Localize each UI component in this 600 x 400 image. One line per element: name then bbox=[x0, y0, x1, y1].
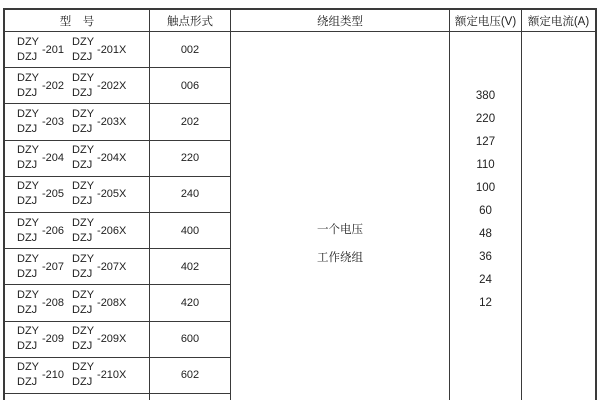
model-prefix-bottom: DZJ bbox=[17, 303, 38, 316]
model-prefix-stack bbox=[72, 71, 94, 101]
model-prefix-stack bbox=[17, 35, 39, 65]
table-body bbox=[5, 32, 595, 400]
contact-form-cell: 002 bbox=[150, 32, 230, 68]
winding-type-line: 一个电压 bbox=[317, 224, 363, 236]
model-prefix-top: DZY bbox=[72, 144, 95, 157]
model-prefix-top: DZY bbox=[72, 35, 95, 48]
model-prefix-bottom: DZJ bbox=[17, 122, 38, 135]
model-prefix-stack bbox=[17, 107, 39, 137]
contact-form-cell: 602 bbox=[150, 358, 230, 394]
table-header-row bbox=[5, 10, 595, 32]
partial-row bbox=[5, 394, 149, 400]
model-prefix-bottom: DZJ bbox=[17, 267, 38, 280]
partial-row bbox=[150, 394, 230, 400]
header-model: 型 号 bbox=[5, 10, 150, 31]
model-base-suffix: -207 bbox=[42, 260, 65, 273]
voltage-value: 380 bbox=[475, 90, 496, 102]
model-prefix-top: DZY bbox=[72, 180, 95, 193]
model-column bbox=[5, 32, 150, 400]
model-variant-suffix: -201X bbox=[97, 43, 127, 56]
model-prefix-top: DZY bbox=[72, 216, 95, 229]
voltage-value: 36 bbox=[479, 251, 492, 263]
model-prefix-top: DZY bbox=[17, 252, 39, 265]
model-row bbox=[5, 104, 149, 140]
model-prefix-bottom: DZJ bbox=[72, 303, 93, 316]
model-variant-suffix: -209X bbox=[97, 333, 127, 346]
model-prefix-top: DZY bbox=[17, 288, 39, 301]
model-prefix-top: DZY bbox=[17, 325, 39, 338]
model-prefix-top: DZY bbox=[72, 252, 95, 265]
model-row bbox=[5, 177, 149, 213]
header-winding-type: 绕组类型 bbox=[231, 10, 450, 31]
model-row bbox=[5, 358, 149, 394]
contact-form-cell: 400 bbox=[150, 213, 230, 249]
model-prefix-top: DZY bbox=[17, 71, 39, 84]
model-prefix-stack bbox=[17, 360, 39, 390]
model-row bbox=[5, 68, 149, 104]
model-prefix-bottom: DZJ bbox=[17, 376, 38, 389]
rated-voltage-cell bbox=[450, 32, 522, 400]
model-base-suffix: -201 bbox=[42, 43, 65, 56]
model-base-suffix: -205 bbox=[42, 188, 65, 201]
winding-type-cell bbox=[231, 32, 450, 400]
voltage-value: 220 bbox=[475, 113, 496, 125]
model-variant-suffix: -206X bbox=[97, 224, 127, 237]
model-base-suffix: -209 bbox=[42, 333, 65, 346]
model-prefix-bottom: DZJ bbox=[72, 267, 93, 280]
model-prefix-stack bbox=[72, 107, 94, 137]
model-prefix-stack bbox=[72, 324, 94, 354]
model-prefix-top: DZY bbox=[17, 216, 39, 229]
model-prefix-top: DZY bbox=[17, 107, 39, 120]
voltage-value: 110 bbox=[476, 159, 495, 171]
model-prefix-bottom: DZJ bbox=[72, 195, 93, 208]
model-prefix-stack bbox=[72, 143, 94, 173]
header-rated-current: 额定电流(A) bbox=[527, 15, 590, 28]
model-prefix-bottom: DZJ bbox=[72, 231, 93, 244]
voltage-value: 100 bbox=[475, 182, 496, 194]
model-prefix-stack bbox=[17, 216, 39, 246]
model-prefix-bottom: DZJ bbox=[17, 231, 38, 244]
contact-form-cell: 420 bbox=[150, 285, 230, 321]
model-prefix-bottom: DZJ bbox=[72, 340, 93, 353]
model-prefix-bottom: DZJ bbox=[72, 50, 93, 63]
model-base-suffix: -208 bbox=[42, 296, 65, 309]
model-prefix-bottom: DZJ bbox=[17, 50, 38, 63]
model-prefix-stack bbox=[17, 324, 39, 354]
model-prefix-bottom: DZJ bbox=[72, 122, 93, 135]
model-prefix-top: DZY bbox=[72, 107, 95, 120]
contact-form-cell: 600 bbox=[150, 322, 230, 358]
winding-type-text bbox=[231, 216, 449, 272]
model-prefix-bottom: DZJ bbox=[17, 159, 38, 172]
model-prefix-stack bbox=[72, 216, 94, 246]
contact-form-cell: 240 bbox=[150, 177, 230, 213]
header-rated-voltage: 额定电压(V) bbox=[450, 10, 522, 31]
model-prefix-top: DZY bbox=[72, 288, 95, 301]
model-prefix-top: DZY bbox=[17, 144, 39, 157]
relay-spec-table bbox=[3, 8, 597, 400]
model-base-suffix: -204 bbox=[42, 152, 65, 165]
model-row bbox=[5, 32, 149, 68]
voltage-value: 48 bbox=[479, 228, 492, 240]
model-prefix-top: DZY bbox=[17, 361, 39, 374]
model-base-suffix: -203 bbox=[42, 115, 65, 128]
model-variant-suffix: -207X bbox=[97, 260, 127, 273]
rated-current-cell bbox=[522, 32, 595, 400]
model-row bbox=[5, 213, 149, 249]
model-prefix-stack bbox=[72, 35, 94, 65]
model-row bbox=[5, 249, 149, 285]
model-row bbox=[5, 141, 149, 177]
model-row bbox=[5, 285, 149, 321]
contact-form-cell: 402 bbox=[150, 249, 230, 285]
voltage-value: 60 bbox=[479, 205, 492, 217]
winding-type-line: 工作绕组 bbox=[317, 252, 363, 264]
model-variant-suffix: -203X bbox=[97, 115, 127, 128]
contact-form-cell: 220 bbox=[150, 141, 230, 177]
model-row bbox=[5, 322, 149, 358]
model-prefix-bottom: DZJ bbox=[17, 86, 38, 99]
model-prefix-stack bbox=[72, 252, 94, 282]
model-prefix-bottom: DZJ bbox=[17, 195, 38, 208]
model-base-suffix: -206 bbox=[42, 224, 65, 237]
model-prefix-bottom: DZJ bbox=[72, 86, 93, 99]
model-prefix-top: DZY bbox=[17, 35, 39, 48]
model-prefix-bottom: DZJ bbox=[72, 159, 93, 172]
model-prefix-bottom: DZJ bbox=[72, 376, 93, 389]
model-variant-suffix: -205X bbox=[97, 188, 127, 201]
model-prefix-stack bbox=[17, 71, 39, 101]
contact-column bbox=[150, 32, 231, 400]
model-prefix-stack bbox=[72, 179, 94, 209]
model-prefix-bottom: DZJ bbox=[17, 340, 38, 353]
model-base-suffix: -210 bbox=[42, 369, 65, 382]
contact-form-cell: 202 bbox=[150, 104, 230, 140]
voltage-value: 24 bbox=[479, 274, 492, 286]
model-prefix-stack bbox=[17, 288, 39, 318]
model-base-suffix: -202 bbox=[42, 79, 65, 92]
model-prefix-stack bbox=[72, 288, 94, 318]
voltage-list bbox=[450, 85, 521, 315]
model-prefix-top: DZY bbox=[17, 180, 39, 193]
contact-form-cell: 006 bbox=[150, 68, 230, 104]
model-prefix-stack bbox=[72, 360, 94, 390]
model-prefix-top: DZY bbox=[72, 325, 95, 338]
model-variant-suffix: -204X bbox=[97, 152, 127, 165]
model-prefix-stack bbox=[17, 252, 39, 282]
model-prefix-stack bbox=[17, 143, 39, 173]
model-variant-suffix: -202X bbox=[97, 79, 127, 92]
model-prefix-top: DZY bbox=[72, 71, 95, 84]
model-variant-suffix: -208X bbox=[97, 296, 127, 309]
model-variant-suffix: -210X bbox=[97, 369, 127, 382]
header-contact-form: 触点形式 bbox=[150, 10, 231, 31]
voltage-value: 12 bbox=[479, 297, 492, 309]
voltage-value: 127 bbox=[475, 136, 496, 148]
model-prefix-stack bbox=[17, 179, 39, 209]
model-prefix-top: DZY bbox=[72, 361, 95, 374]
